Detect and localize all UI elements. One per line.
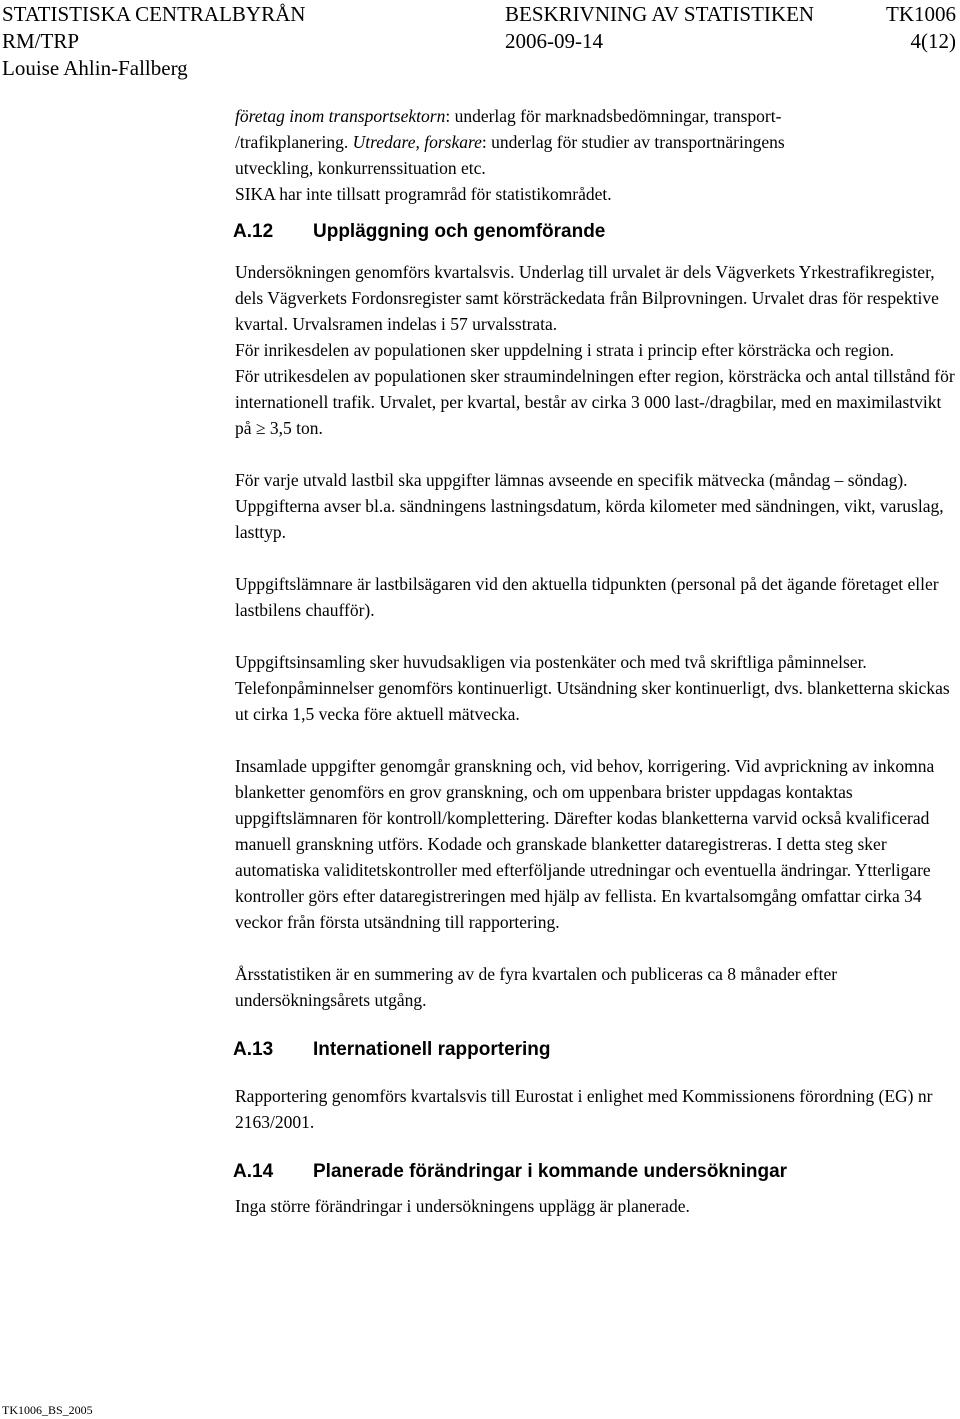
section-title: Uppläggning och genomförande	[313, 221, 606, 242]
paragraph: För inrikesdelen av populationen sker uppdelning i strata i princip efter körsträcka och region.	[235, 340, 894, 360]
header-doc-type: BESKRIVNING AV STATISTIKEN	[505, 2, 815, 26]
intro-text-2b: : underlag för studier av transportnäringens	[481, 132, 785, 152]
paragraph-text: 3,5 ton.	[265, 418, 323, 438]
paragraph: Inga större förändringar i undersökningens upplägg är planerade.	[235, 1196, 690, 1216]
section-title: Internationell rapportering	[313, 1039, 551, 1060]
paragraph: Insamlade uppgifter genomgår granskning och, vid behov, korrigering. Vid avprickning av inkomna blanketter genomförs en grov granskning, och om uppenbara brister uppdagas kontaktas uppgiftslämnaren för kontroll/komplettering. Därefter kodas blanketterna varvid också kvalificerad manuell granskning utförs. Kodade och granskade blanketter dataregistreras. I detta steg sker automatiska validitetskontroller med efterföljande utredningar och eventuella ändringar. Ytterligare kontroller görs efter dataregistreringen med hjälp av fellista. En kvartalsomgång omfattar cirka 34 veckor från första utsändning till rapportering.	[235, 756, 935, 932]
header-org: STATISTISKA CENTRALBYRÅN	[2, 2, 306, 26]
paragraph: Rapportering genomförs kvartalsvis till Eurostat i enlighet med Kommissionens förordning (EG) nr 2163/2001.	[235, 1086, 933, 1132]
paragraph: Uppgiftslämnare är lastbilsägaren vid den aktuella tidpunkten (personal på det ägande företaget eller lastbilens chaufför).	[235, 574, 939, 620]
header-dept: RM/TRP	[2, 29, 80, 53]
section-number: A.13	[233, 1039, 274, 1060]
paragraph: Uppgiftsinsamling sker huvudsakligen via postenkäter och med två skriftliga påminnelser. Telefonpåminnelser genomförs kontinuerligt. Utsändning sker kontinuerligt, dvs. blanketterna skickas ut cirka 1,5 vecka före aktuell mätvecka.	[235, 652, 950, 724]
paragraph	[235, 363, 955, 441]
section-number: A.12	[233, 221, 274, 242]
document-body	[235, 103, 955, 1219]
section-number: A.14	[233, 1161, 274, 1182]
section-heading-a13	[233, 1037, 955, 1063]
intro-text-2a: /trafikplanering.	[235, 132, 353, 152]
intro-line-1	[235, 103, 955, 129]
paragraph: För varje utvald lastbil ska uppgifter lämnas avseende en specifik mätvecka (måndag – söndag). Uppgifterna avser bl.a. sändningens lastningsdatum, körda kilometer med sändningen, vikt, varuslag, lasttyp.	[235, 470, 944, 542]
paragraph: Årsstatistiken är en summering av de fyra kvartalen och publiceras ca 8 månader efter undersökningsårets utgång.	[235, 964, 838, 1010]
section-title: Planerade förändringar i kommande undersökningar	[313, 1161, 788, 1182]
header-author: Louise Ahlin-Fallberg	[2, 56, 188, 80]
header-date: 2006-09-14	[505, 29, 603, 53]
intro-emphasis-2: Utredare, forskare	[352, 132, 482, 152]
paragraph: Undersökningen genomförs kvartalsvis. Underlag till urvalet är dels Vägverkets Yrkestrafikregister, dels Vägverkets Fordonsregister samt körsträckedata från Bilprovningen. Urvalet dras för respektive kvartal. Urvalsramen indelas i 57 urvalsstrata.	[235, 262, 939, 334]
footer-code: TK1006_BS_2005	[2, 1403, 93, 1417]
greater-equal-symbol: ≥	[255, 418, 266, 438]
intro-line-3: utveckling, konkurrenssituation etc.	[235, 158, 486, 178]
intro-emphasis-1: företag inom transportsektorn	[235, 106, 446, 126]
header-page-number: 4(12)	[910, 29, 956, 53]
header-doc-code: TK1006	[886, 2, 956, 26]
section-heading-a14	[233, 1159, 955, 1185]
intro-block	[235, 103, 955, 207]
paragraph-text: För utrikesdelen av populationen sker straumindelningen efter region, körsträcka och antal tillstånd för internationell trafik. Urvalet, per kvartal, består av cirka 3 000 last-/dragbilar, med en maximilastvikt på	[235, 366, 955, 438]
intro-text-1: : underlag för marknadsbedömningar, transport-	[445, 106, 782, 126]
intro-line-4: SIKA har inte tillsatt programråd för statistikområdet.	[235, 184, 612, 204]
section-heading-a12	[233, 219, 955, 245]
intro-line-2	[235, 129, 955, 155]
